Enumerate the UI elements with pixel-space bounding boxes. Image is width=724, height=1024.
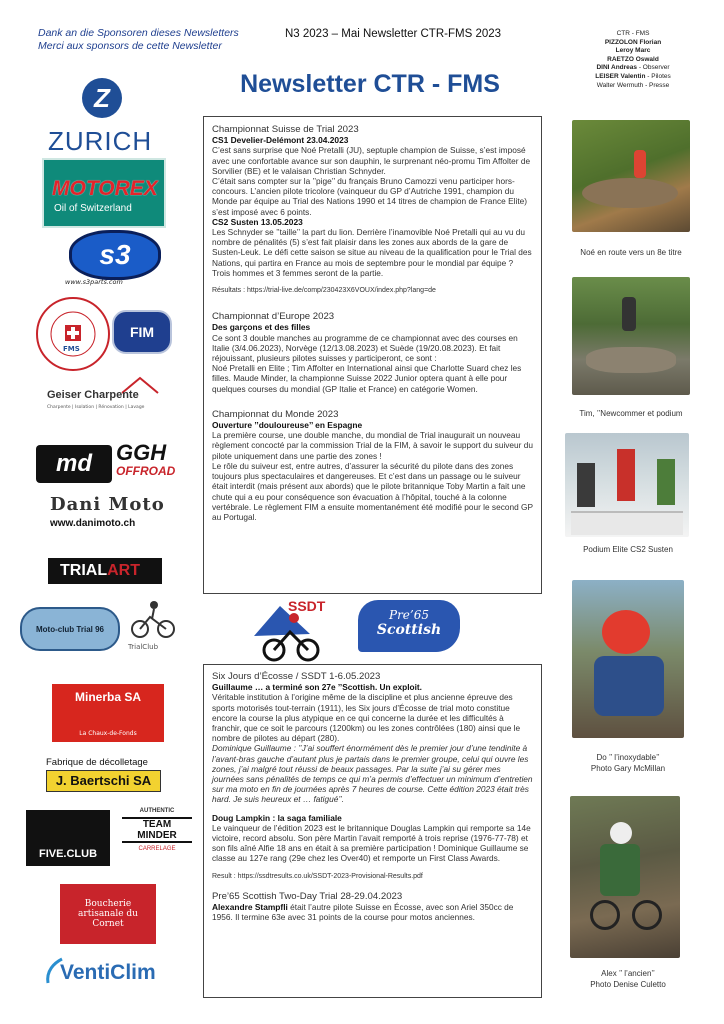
caption-podium: Podium Elite CS2 Susten: [583, 545, 673, 554]
team-member: [578, 82, 688, 91]
s3-url: www.s3parts.com: [65, 278, 123, 286]
danimoto-url: www.danimoto.ch: [50, 518, 136, 529]
geiser-wordmark: Geiser Charpente: [47, 389, 139, 401]
ggh-logo: [116, 442, 188, 486]
venticlim-logo: [44, 955, 184, 995]
team-minder-logo: [122, 808, 192, 870]
rider-third-shape: [657, 459, 675, 505]
fms-label: FMS: [63, 345, 80, 353]
s3-badge: s3: [69, 230, 161, 280]
pre65-rider-name: Alexandre Stampfli: [212, 902, 288, 913]
sponsor-column: [20, 70, 195, 1010]
thanks-german: Dank an die Sponsoren dieses Newsletters: [38, 27, 239, 39]
ssdt-logo: [250, 596, 340, 662]
minder-carrelage: CARRELAGE: [138, 846, 176, 852]
motoclub-logo: Moto-club Trial 96: [20, 607, 120, 651]
photo-alex: [570, 796, 680, 958]
caption-alex: [560, 968, 696, 990]
subheading-lampkin: Doug Lampkin : la saga familiale: [212, 812, 342, 823]
para-cs1-2: C’était sans compter sur la ’’pige’’ du français Bruno Camozzi venu participer hors-concours. L’ancien pilote tricolore (vainqueur du GP d’Autriche 1991, champion du Monde par équipe au Trial des Nations 1990 et 14 titres de champion de France Elite) s’est imposé avec 6 points.: [212, 176, 528, 217]
subheading-europe: Des garçons et des filles: [212, 322, 311, 333]
heading-pre65: Pre’65 Scottish Two-Day Trial 28-29.04.2023: [212, 890, 403, 902]
issue-label: N3 2023 – Mai Newsletter CTR-FMS 2023: [285, 28, 502, 40]
fim-logo: FIM: [112, 310, 172, 354]
photo-podium: [565, 433, 689, 537]
trialart-art: ART: [107, 562, 140, 579]
ssdt-lead-name: Guillaume …: [212, 682, 264, 693]
thanks-french: Merci aux sponsors de cette Newsletter: [38, 40, 222, 52]
ssdt-label: SSDT: [288, 598, 326, 614]
zurich-wordmark: ZURICH: [48, 126, 153, 156]
team-member-name: Leroy Marc: [615, 47, 651, 55]
log-shape: [586, 347, 676, 373]
trialclub-label: TrialClub: [128, 643, 159, 651]
rider-second-shape: [577, 463, 595, 507]
para-monde-2: Le rôle du suiveur est, entre autres, d’assurer la sécurité du pilote dans des zones toujours plus spectaculaires et dangereuses. Et c’est dans un passage ou le suiveur était interdit (mais présent aux abords) que le pilote britannique Toby Martin a fait une chute qui a eu pour conséquence son évacuation à l’hôpital, touché à la colonne vertébrale. Le règlement FIM a ensuite momentanément été modifié pour le second GP au Portugal.: [212, 460, 533, 522]
team-member-role: - Pilotes: [645, 72, 671, 80]
trialart-trial: TRIAL: [60, 562, 108, 579]
motorex-logo: [42, 158, 166, 228]
team-member-name: PIZZOLON Florian: [604, 38, 662, 46]
s3-logo: [55, 230, 170, 288]
pre65-line2: Scottish: [376, 622, 442, 638]
venticlim-wordmark: VentiClim: [60, 961, 156, 984]
baertschi-logo: [46, 757, 161, 801]
para-ssdt-2: Le vainqueur de l’édition 2023 est le britannique Douglas Lampkin qui remporte sa 14e victoire, record absolu. Son père Martin l’avait remporté à trois reprise (1976-77-78) et son fils aîné Alfie 18 ans en était à sa première participation ! Dominique Guillaume se classe au 127e rang (29e chez les Over40) et remporte un First Class Awards.: [212, 822, 531, 864]
photo-do: [572, 580, 684, 738]
para-cs2: Les Schnyder se ’’taille’’ la part du lion. Derrière l’inamovible Noé Pretalli qui au vu du nombre de pénalités (5) s’est fait plaisir dans les zones aux abords de la gare de Susten-Leuk. Le défi cette saison se situe au niveau de la qualification pour le Trial des Nations, qui partira en France au mois de septembre pour le mondial par équipe ? Trois hommes et 3 femmes seront de la partie.: [212, 227, 532, 278]
subheading-monde: Ouverture ’’douloureuse’’ en Espagne: [212, 420, 363, 431]
team-member: [578, 73, 688, 82]
fms-logo: [34, 295, 112, 373]
baertschi-wordmark: J. Baertschi SA: [46, 770, 161, 792]
zurich-logo: [20, 78, 195, 156]
caption-do: [560, 752, 696, 774]
caption-do-title: Do ’’ l’inoxydable’’: [596, 753, 660, 762]
articles-box-top: [203, 116, 542, 594]
geiser-services: Charpente | Isolation | Rénovation | Lavage: [47, 405, 145, 410]
geiser-logo: [45, 375, 185, 435]
ggh-offroad: OFFROAD: [116, 464, 176, 478]
caption-alex-title: Alex ’’ l’ancien’’: [601, 969, 655, 978]
sponsor-thanks: [38, 27, 239, 53]
team-member: [578, 47, 688, 56]
team-member: [578, 64, 688, 73]
page-title: Newsletter CTR - FMS: [240, 70, 500, 98]
helmet-shape: [602, 610, 650, 654]
wheel-shape: [632, 900, 662, 930]
helmet-shape: [610, 822, 632, 844]
danimoto-wordmark: Dani Moto: [50, 494, 165, 515]
para-ssdt-1: Véritable institution à l’origine même de la discipline et plus ancienne épreuve des sports motorisés tout-terrain (1911), les Six jours d’Écosse de trial moto constitue encore la course la plus atypique en ce qui concerne la durée et les difficultés à franchir, que ce soit le parcours (1200km) ou les zones contrôlées (180) ainsi que le nombre de pilotes au départ (280).: [212, 692, 521, 744]
motorex-wordmark: MOTOREX: [52, 177, 158, 200]
rider-shape: [634, 150, 646, 178]
team-member-name: CTR - FMS: [616, 30, 650, 37]
para-cs1-1: C’est sans surprise que Noé Pretalli (JU), septuple champion de Suisse, s’est imposé avec une confortable avance sur son dauphin, le surprenant néo-promu Tim Affolter de Sorvilier (BE) et le valaisan Christian Schnyder.: [212, 145, 531, 176]
heading-suisse: Championnat Suisse de Trial 2023: [212, 124, 359, 135]
baertschi-tagline: Fabrique de décolletage: [46, 757, 148, 768]
team-member: [578, 56, 688, 65]
team-member-name: DINI Andreas: [596, 64, 638, 72]
wheel-shape: [590, 900, 620, 930]
minder-authentic: AUTHENTIC: [139, 808, 175, 814]
podium-shape: [571, 511, 683, 535]
para-europe-1: Ce sont 3 double manches au programme de ce championnat avec des courses en Italie (3/4.06.2023), Norvège (12/13.08.2023) et Suède (19/20.08.2023). Et fait réjouissant, plusieurs pilotes suisses y participeront, ce sont :: [212, 332, 518, 364]
md-logo: md: [36, 445, 112, 483]
ssdt-lead-text: a terminé son 27e ’’Scottish. Un exploit.: [263, 682, 422, 693]
heading-monde: Championnat du Monde 2023: [212, 408, 339, 420]
minder-wordmark: TEAM MINDER: [122, 817, 192, 843]
subheading-cs2: CS2 Susten 13.05.2023: [212, 216, 303, 227]
team-member: [578, 30, 688, 39]
team-member-name: Walter Wermuth - Presse: [596, 81, 670, 89]
fiveclub-logo: FIVE.CLUB: [26, 810, 110, 866]
ggh-wordmark: GGH: [116, 440, 167, 465]
team-member-role: - Observer: [637, 64, 670, 72]
photo-tim: [572, 277, 690, 395]
rider-shape: [600, 844, 640, 896]
minerba-location: La Chaux-de-Fonds: [79, 730, 137, 737]
caption-do-credit: Photo Gary McMillan: [590, 764, 666, 773]
rider-shape: [594, 656, 664, 716]
heading-ssdt: Six Jours d’Écosse / SSDT 1-6.05.2023: [212, 671, 381, 682]
para-europe-2: Noé Pretalli en Elite ; Tim Affolter en International ainsi que Charlotte Suard chez les filles. Maude Minder, la championne Suisse 2022 Junior optera quant à elle pour quelques courses du mondial (GP Italie et France) en catégorie Women.: [212, 363, 522, 394]
boucherie-logo: Boucherie artisanale du Cornet: [60, 884, 156, 944]
team-list: [578, 30, 688, 90]
team-member-name: LEISER Valentin: [595, 72, 646, 80]
pre65-logo: [358, 600, 460, 652]
para-ssdt-quote: Dominique Guillaume : ’’J’ai souffert énormément dès le premier jour d’une tendinite à l’avant-bras gauche d’autant plus je partais dans le premier groupe, celui qui ouvre les zones, j’ai malgré tout réussi de beaux passages. Par la suite j’ai su gérer mes journées sans pénalités de temps ce qui m’a permis d’effectuer un minimum d’entretien sur ma moto en fin de journées après 7 heures de course. Cette édition 2023 était très hard. Je suis heureux et … fatigué’’.: [212, 743, 533, 805]
danimoto-logo: [50, 494, 180, 538]
pre65-line1: Pre’65: [389, 608, 429, 622]
log-shape: [582, 178, 678, 208]
team-member-name: RAETZO Oswald: [607, 55, 659, 63]
caption-alex-credit: Photo Denise Culetto: [590, 980, 666, 989]
minerba-wordmark: Minerba SA: [74, 690, 141, 704]
results-link-suisse[interactable]: Résultats : https://trial-live.de/comp/230423X6VOUX/index.php?lang=de: [212, 287, 436, 295]
caption-tim: Tim, ’’Newcommer et podium: [579, 409, 683, 418]
para-pre65: était l’autre pilote Suisse en Écosse, avec son Ariel 350cc de 1956. Il termine 63e avec 31 points de la course pour motos anciennes.: [212, 902, 514, 923]
motorex-tagline: Oil of Switzerland: [54, 203, 132, 214]
trialclub-logo: [128, 597, 188, 657]
subheading-cs1: CS1 Develier-Delémont 23.04.2023: [212, 135, 349, 146]
trialart-logo: [48, 558, 162, 584]
photo-noe: [572, 120, 690, 232]
minerba-logo: [52, 684, 164, 742]
zurich-z-icon: Z: [82, 78, 122, 118]
team-member: [578, 39, 688, 48]
caption-noe: Noé en route vers un 8e titre: [580, 248, 682, 257]
rider-first-shape: [617, 449, 635, 501]
articles-box-bottom: [203, 664, 542, 998]
rider-shape: [622, 297, 636, 331]
results-link-ssdt[interactable]: Result : https://ssdtresults.co.uk/SSDT-2023-Provisional-Results.pdf: [212, 872, 423, 880]
fms-emblem-icon: [34, 295, 112, 373]
trial-rider-icon: [128, 597, 178, 639]
para-monde-1: La première course, une double manche, du mondial de Trial inaugurait un nouveau règlement concocté par la commission Trial de la FIM, à savoir le support du suiveur du pilote uniquement dans une partie des zones !: [212, 430, 533, 461]
heading-europe: Championnat d’Europe 2023: [212, 311, 335, 323]
